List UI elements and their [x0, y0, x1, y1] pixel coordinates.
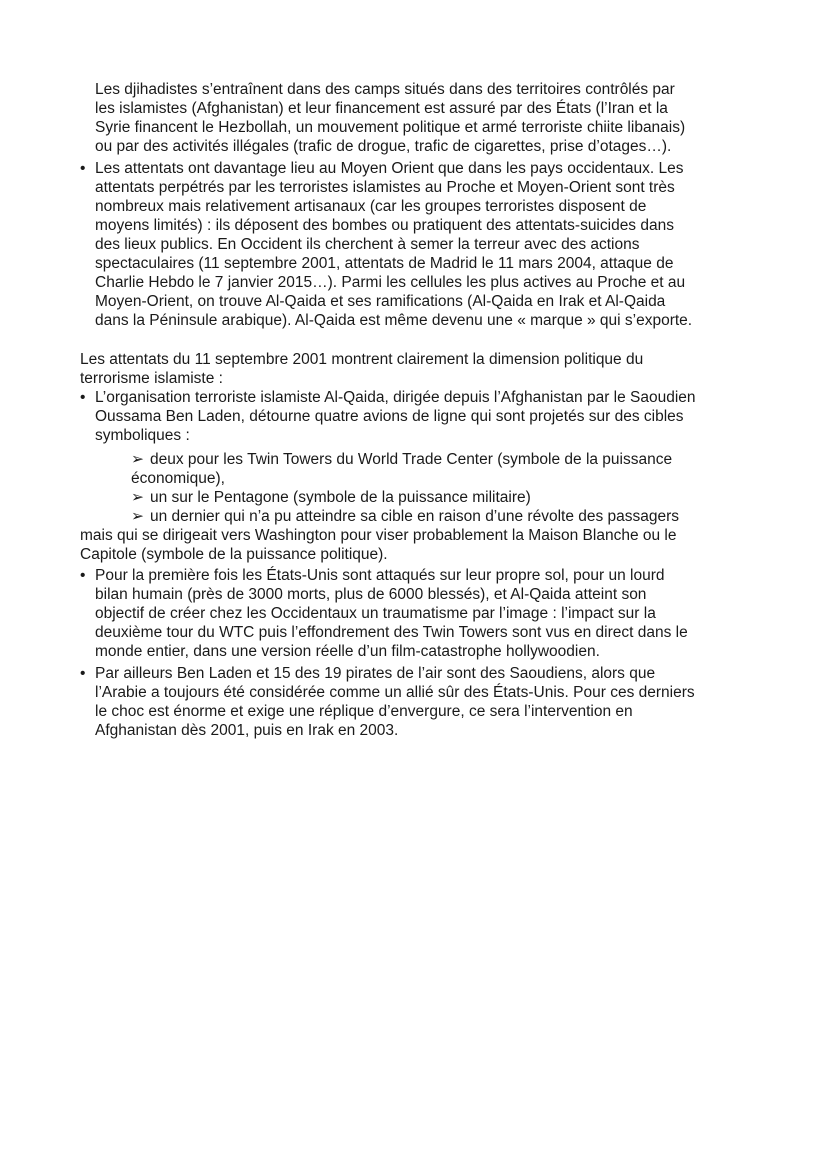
bullet-marker: •	[80, 389, 86, 406]
text-line: l’Arabie a toujours été considérée comme un allié sûr des États-Unis. Pour ces derniers	[95, 684, 695, 701]
text-line: Les djihadistes s’entraînent dans des camps situés dans des territoires contrôlés par	[95, 81, 675, 98]
text-line: Oussama Ben Laden, détourne quatre avions de ligne qui sont projetés sur des cibles	[95, 408, 684, 425]
text-line: nombreux mais relativement artisanaux (car les groupes terroristes disposent de	[95, 198, 647, 215]
text-line: deuxième tour du WTC puis l’effondrement des Twin Towers sont vus en direct dans le	[95, 624, 688, 641]
text-line: monde entier, dans une version réelle d’un film-catastrophe hollywoodien.	[95, 643, 600, 660]
text-line: les islamistes (Afghanistan) et leur financement est assuré par des États (l’Iran et la	[95, 100, 668, 117]
text-line: Pour la première fois les États-Unis sont attaqués sur leur propre sol, pour un lourd	[95, 567, 665, 584]
text-line: ou par des activités illégales (trafic de drogue, trafic de cigarettes, prise d’otages…).	[95, 138, 672, 155]
text-line: Les attentats du 11 septembre 2001 montrent clairement la dimension politique du	[80, 351, 644, 368]
arrow-icon: ➢	[131, 508, 144, 525]
text-line: Par ailleurs Ben Laden et 15 des 19 pirates de l’air sont des Saoudiens, alors que	[95, 665, 656, 682]
text-line: deux pour les Twin Towers du World Trade Center (symbole de la puissance	[150, 451, 673, 468]
text-line: spectaculaires (11 septembre 2001, attentats de Madrid le 11 mars 2004, attaque de	[95, 255, 674, 272]
arrow-icon: ➢	[131, 451, 144, 468]
text-line: dans la Péninsule arabique). Al-Qaida est même devenu une « marque » qui s’exporte.	[95, 312, 693, 329]
text-line: un dernier qui n’a pu atteindre sa cible en raison d’une révolte des passagers	[150, 508, 680, 525]
text-line: Capitole (symbole de la puissance politique).	[80, 546, 388, 563]
text-line: Syrie financent le Hezbollah, un mouvement politique et armé terroriste chiite libanais)	[95, 119, 686, 136]
text-line: L’organisation terroriste islamiste Al-Qaida, dirigée depuis l’Afghanistan par le Saoudien	[95, 389, 696, 406]
text-line: Charlie Hebdo le 7 janvier 2015…). Parmi les cellules les plus actives au Proche et au	[95, 274, 686, 291]
text-line: des lieux publics. En Occident ils cherchent à semer la terreur avec des actions	[95, 236, 640, 253]
text-line: terrorisme islamiste :	[80, 370, 223, 387]
text-line: le choc est énorme et exige une réplique d’envergure, ce sera l’intervention en	[95, 703, 633, 720]
text-line: attentats perpétrés par les terroristes islamistes au Proche et Moyen-Orient sont très	[95, 179, 675, 196]
text-line: bilan humain (près de 3000 morts, plus de 6000 blessés), et Al-Qaida atteint son	[95, 586, 647, 603]
text-line: économique),	[131, 470, 225, 487]
bullet-marker: •	[80, 160, 86, 177]
text-line: symboliques :	[95, 427, 190, 444]
text-line: objectif de créer chez les Occidentaux un traumatisme par l’image : l’impact sur la	[95, 605, 656, 622]
text-line: Les attentats ont davantage lieu au Moyen Orient que dans les pays occidentaux. Les	[95, 160, 684, 177]
text-line: moyens limités) : ils déposent des bombes ou pratiquent des attentats-suicides dans	[95, 217, 674, 234]
text-line: mais qui se dirigeait vers Washington pour viser probablement la Maison Blanche ou le	[80, 527, 677, 544]
arrow-icon: ➢	[131, 489, 144, 506]
text-line: Afghanistan dès 2001, puis en Irak en 2003.	[95, 722, 399, 739]
text-line: un sur le Pentagone (symbole de la puissance militaire)	[150, 489, 531, 506]
bullet-marker: •	[80, 665, 86, 682]
bullet-marker: •	[80, 567, 86, 584]
text-line: Moyen-Orient, on trouve Al-Qaida et ses ramifications (Al-Qaida en Irak et Al-Qaida	[95, 293, 666, 310]
